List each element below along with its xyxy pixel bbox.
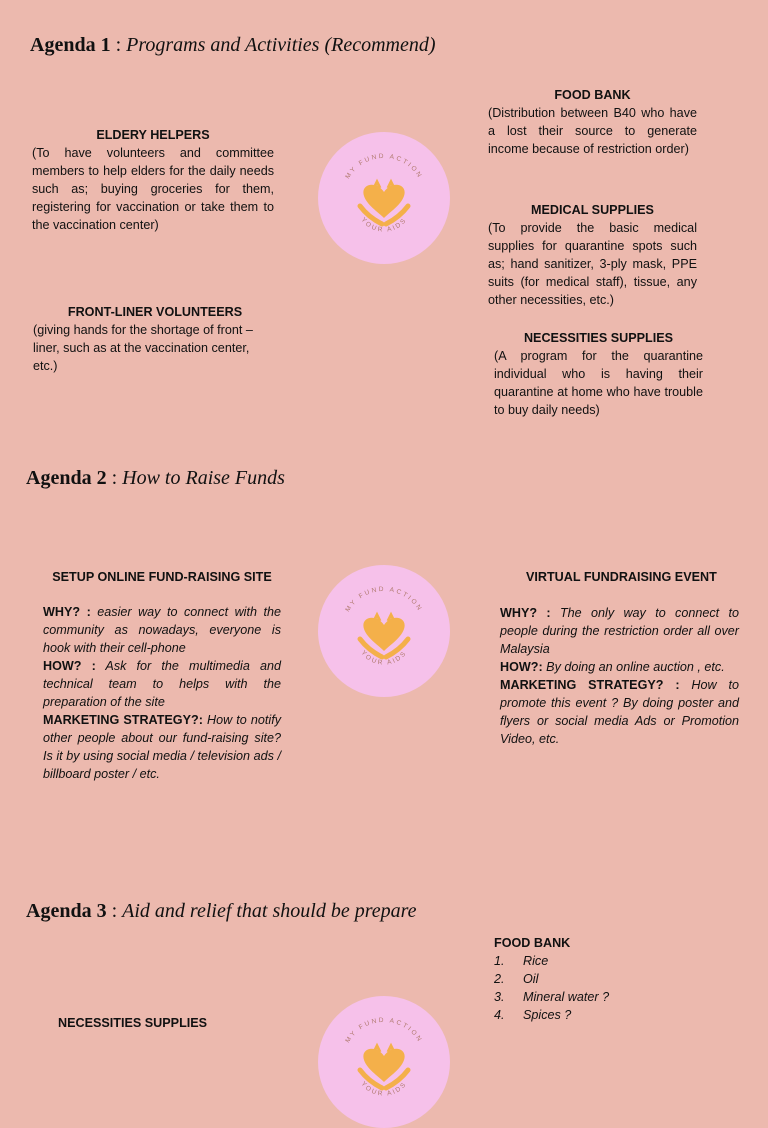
- food-list-item-number: 1.: [494, 954, 505, 968]
- heart-hands-icon: [318, 132, 450, 264]
- foodbank-block: [488, 86, 697, 158]
- food-list-item-text: Mineral water ?: [523, 990, 610, 1004]
- svg-text:MY FUND ACTION: MY FUND ACTION: [344, 152, 424, 181]
- heart-hands-icon: [318, 565, 450, 697]
- medical-supplies-heading: MEDICAL SUPPLIES: [531, 203, 654, 217]
- virtual-how: HOW?: By doing an online auction , etc.: [500, 660, 725, 674]
- food-list-item-text: Rice: [523, 954, 549, 968]
- agenda3-cutoff-heading-block: [58, 1014, 258, 1032]
- food-list: [494, 952, 714, 1024]
- food-list-item: [494, 1006, 714, 1024]
- food-list-item: [494, 988, 714, 1006]
- agenda3-title: Agenda 3 : Aid and relief that should be prepare: [26, 900, 417, 922]
- online-how: HOW? : Ask for the multimedia and technical team to helps with the preparation of the site: [43, 659, 281, 709]
- foodbank-text: (Distribution between B40 who have a lost their source to generate income because of restriction order): [488, 106, 697, 156]
- virtual-why: WHY? : The only way to connect to people during the restriction order all over Malaysia: [500, 606, 739, 656]
- online-site-block: [43, 568, 281, 783]
- virtual-event-block: [500, 568, 739, 748]
- necessities-block: [494, 329, 703, 419]
- agenda3-cutoff-heading: NECESSITIES SUPPLIES: [58, 1016, 208, 1030]
- food-list-item-number: 4.: [494, 1008, 505, 1022]
- agenda3-foodbank-heading: FOOD BANK: [494, 936, 571, 950]
- foodbank-heading: FOOD BANK: [554, 88, 631, 102]
- fund-action-logo: [318, 132, 450, 264]
- food-list-item-number: 3.: [494, 990, 505, 1004]
- svg-text:MY FUND ACTION: MY FUND ACTION: [344, 585, 424, 614]
- agenda1-title: Agenda 1 : Programs and Activities (Recommend): [30, 34, 436, 56]
- svg-text:YOUR AIDS: YOUR AIDS: [359, 649, 409, 667]
- medical-supplies-block: [488, 201, 697, 309]
- frontliner-heading: FRONT-LINER VOLUNTEERS: [67, 305, 243, 319]
- necessities-heading: NECESSITIES SUPPLIES: [523, 331, 674, 345]
- food-list-item: [494, 952, 714, 970]
- food-list-item-text: Oil: [523, 972, 539, 986]
- svg-text:MY FUND ACTION: MY FUND ACTION: [344, 1016, 424, 1045]
- online-strategy: MARKETING STRATEGY?: How to notify other people about our fund-raising site? Is it by using social media / television ads / billboard poster / etc.: [43, 713, 282, 781]
- svg-text:YOUR AIDS: YOUR AIDS: [359, 216, 409, 234]
- virtual-strategy: MARKETING STRATEGY? : How to promote this event ? By doing poster and flyers or social media Ads or Promotion Video, etc.: [500, 678, 739, 746]
- frontliner-text: (giving hands for the shortage of front – liner, such as at the vaccination center, etc.): [33, 323, 253, 373]
- online-why: WHY? : easier way to connect with the community as nowadays, everyone is hook with their cell-phone: [43, 605, 281, 655]
- food-list-item: [494, 970, 714, 988]
- fund-action-logo: [318, 996, 450, 1128]
- food-list-item-text: Spices ?: [523, 1008, 572, 1022]
- fund-action-logo: [318, 565, 450, 697]
- food-list-item-number: 2.: [494, 972, 505, 986]
- svg-text:YOUR AIDS: YOUR AIDS: [359, 1080, 409, 1098]
- heart-hands-icon: [318, 996, 450, 1128]
- eldery-helpers-text: (To have volunteers and committee members to help elders for the daily needs such as; buying groceries for them, registering for vaccination or take them to the vaccination center): [32, 146, 274, 232]
- frontliner-block: [33, 303, 277, 375]
- necessities-text: (A program for the quarantine individual who is having their quarantine at home who have trouble to buy daily needs): [494, 349, 703, 417]
- online-site-heading: SETUP ONLINE FUND-RAISING SITE: [52, 570, 272, 584]
- virtual-event-heading: VIRTUAL FUNDRAISING EVENT: [526, 570, 717, 584]
- eldery-helpers-heading: ELDERY HELPERS: [96, 128, 210, 142]
- eldery-helpers-block: [32, 126, 274, 234]
- agenda2-title: Agenda 2 : How to Raise Funds: [26, 467, 285, 489]
- agenda3-foodbank-block: [494, 934, 714, 1024]
- medical-supplies-text: (To provide the basic medical supplies for quarantine spots such as; hand sanitizer, 3-ply mask, PPE suits (for medical staff), tissue, any other necessities, etc.): [488, 221, 697, 307]
